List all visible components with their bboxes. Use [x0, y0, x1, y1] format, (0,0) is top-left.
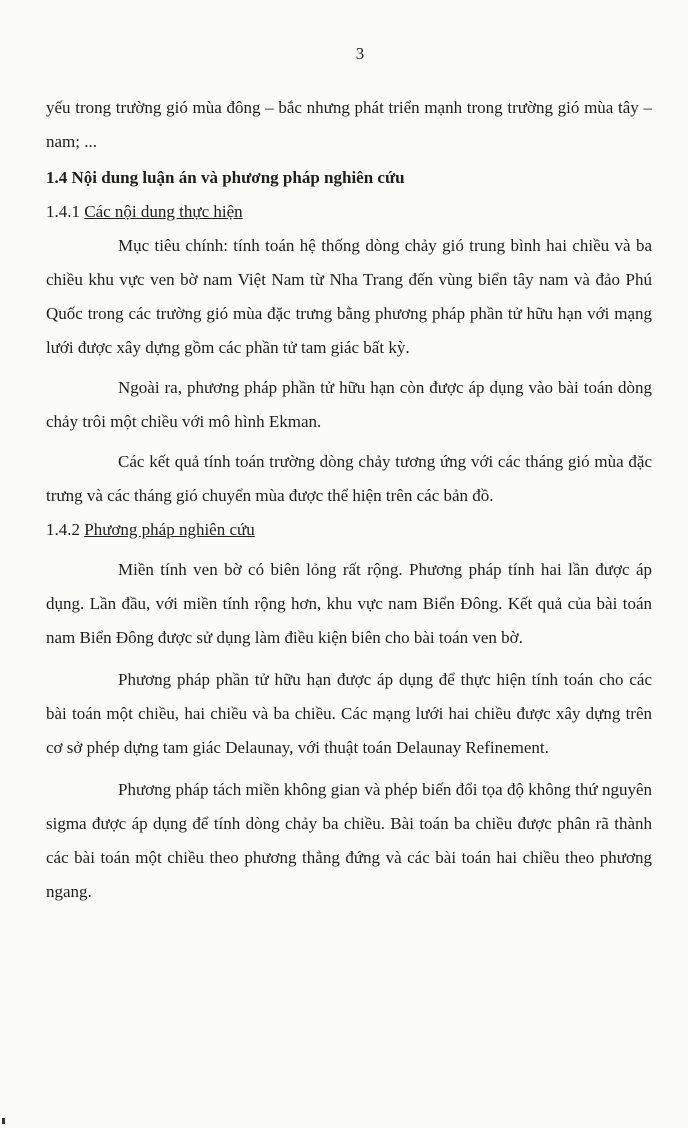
page-number: 3 — [355, 44, 365, 63]
subsection-title-1: Các nội dung thực hiện — [84, 202, 243, 221]
paragraph-sigma: Phương pháp tách miền không gian và phép biến đổi tọa độ không thứ nguyên sigma được áp dụng để tính dòng chảy ba chiều. Bài toán ba chiều được phân rã thành các bài toán một chiều theo phương thẳng đứng và các bài toán hai chiều theo phương ngang. — [46, 780, 652, 901]
subsection-heading-2 — [46, 513, 652, 547]
scan-mark — [2, 1118, 5, 1124]
paragraph-fem: Phương pháp phần tử hữu hạn được áp dụng để thực hiện tính toán cho các bài toán một chiều, hai chiều và ba chiều. Các mạng lưới hai chiều được xây dựng trên cơ sở phép dựng tam giác Delaunay, với thuật toán Delaunay Refinement. — [46, 670, 652, 757]
subsection-number-1: 1.4.1 — [46, 202, 80, 221]
paragraph-domain: Miền tính ven bờ có biên lỏng rất rộng. Phương pháp tính hai lần được áp dụng. Lần đầu, với miền tính rộng hơn, khu vực nam Biển Đông. Kết quả của bài toán nam Biển Đông được sử dụng làm điều kiện biên cho bài toán ven bờ. — [46, 560, 652, 647]
paragraph-results: Các kết quả tính toán trường dòng chảy tương ứng với các tháng gió mùa đặc trưng và các tháng gió chuyển mùa được thể hiện trên các bản đồ. — [46, 452, 652, 505]
subsection-title-2: Phương pháp nghiên cứu — [84, 520, 255, 539]
paragraph-ekman: Ngoài ra, phương pháp phần tử hữu hạn còn được áp dụng vào bài toán dòng chảy trôi một chiều với mô hình Ekman. — [46, 378, 652, 431]
paragraph-objectives: Mục tiêu chính: tính toán hệ thống dòng chảy gió trung bình hai chiều và ba chiều khu vực ven bờ nam Việt Nam từ Nha Trang đến vùng biển tây nam và đảo Phú Quốc trong các trường gió mùa đặc trưng bằng phương pháp phần tử hữu hạn với mạng lưới được xây dựng gồm các phần tử tam giác bất kỳ. — [46, 236, 652, 357]
subsection-heading-1 — [46, 195, 652, 229]
section-heading: 1.4 Nội dung luận án và phương pháp nghiên cứu — [46, 168, 405, 187]
page-content — [46, 91, 652, 909]
subsection-number-2: 1.4.2 — [46, 520, 80, 539]
intro-paragraph: yếu trong trường gió mùa đông – bắc nhưng phát triển mạnh trong trường gió mùa tây – nam; ... — [46, 98, 652, 151]
